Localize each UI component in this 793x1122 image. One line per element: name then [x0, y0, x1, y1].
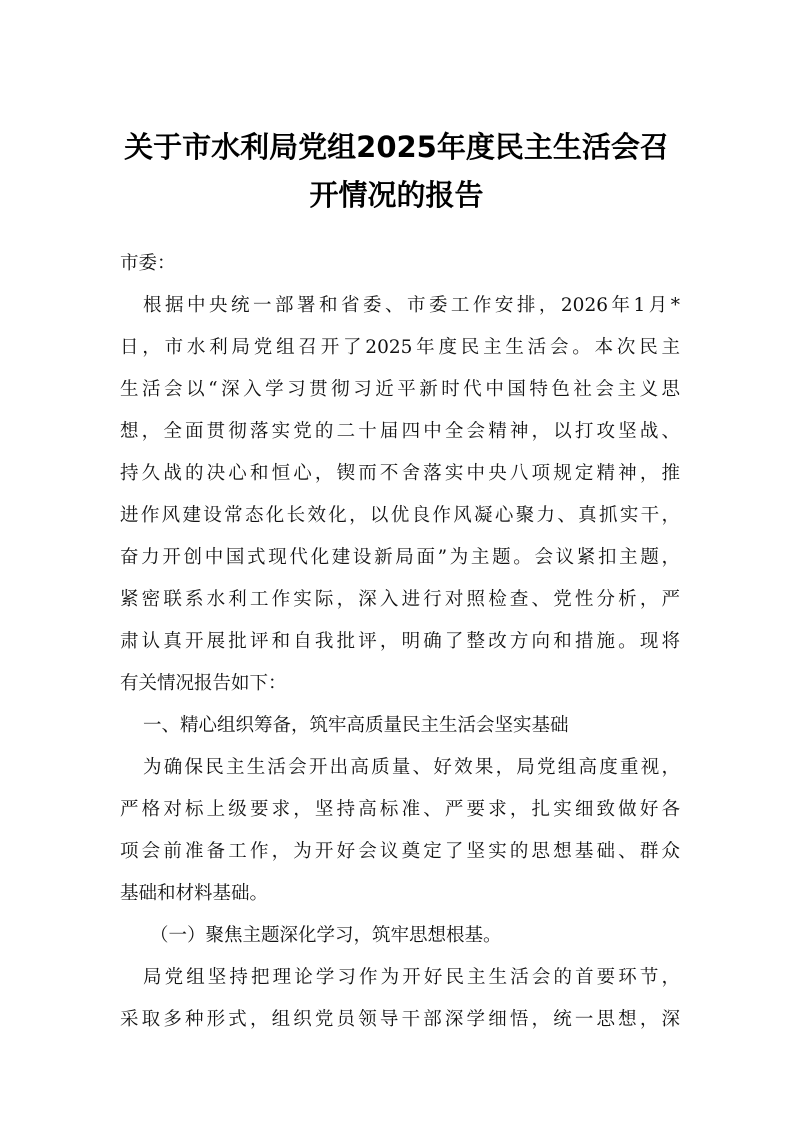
- subsection-heading-1: （一）聚焦主题深化学习，筑牢思想根基。: [150, 925, 502, 946]
- section-heading-1: 一、精心组织筹备，筑牢高质量民主生活会坚实基础: [143, 715, 569, 736]
- body-line: 持久战的决心和恒心，锲而不舍落实中央八项规定精神，推: [120, 463, 680, 484]
- body-line: 严格对标上级要求，坚持高标准、严要求，扎实细致做好各: [120, 799, 680, 820]
- body-line: 肃认真开展批评和自我批评，明确了整改方向和措施。现将: [120, 631, 680, 652]
- body-line: 采取多种形式，组织党员领导干部深学细悟，统一思想，深: [120, 1009, 680, 1030]
- body-line: 为确保民主生活会开出高质量、好效果，局党组高度重视，: [143, 757, 680, 778]
- salutation: 市委：: [120, 253, 176, 274]
- body-line: 基础和材料基础。: [120, 883, 269, 904]
- document-title-line-1: 关于市水利局党组2025年度民主生活会召: [124, 130, 669, 164]
- body-line: 奋力开创中国式现代化建设新局面”为主题。会议紧扣主题，: [120, 547, 680, 568]
- body-line: 有关情况报告如下：: [120, 673, 287, 694]
- body-line: 局党组坚持把理论学习作为开好民主生活会的首要环节，: [143, 967, 680, 988]
- body-line: 紧密联系水利工作实际，深入进行对照检查、党性分析，严: [120, 589, 680, 610]
- body-line: 根据中央统一部署和省委、市委工作安排，2026年1月*: [143, 295, 680, 316]
- body-line: 想，全面贯彻落实党的二十届四中全会精神，以打攻坚战、: [120, 421, 680, 442]
- body-line: 生活会以“深入学习贯彻习近平新时代中国特色社会主义思: [120, 379, 680, 400]
- body-line: 项会前准备工作，为开好会议奠定了坚实的思想基础、群众: [120, 841, 680, 862]
- body-line: 进作风建设常态化长效化，以优良作风凝心聚力、真抓实干，: [120, 505, 680, 526]
- body-line: 日，市水利局党组召开了2025年度民主生活会。本次民主: [120, 337, 680, 358]
- document-title-line-2: 开情况的报告: [309, 178, 484, 212]
